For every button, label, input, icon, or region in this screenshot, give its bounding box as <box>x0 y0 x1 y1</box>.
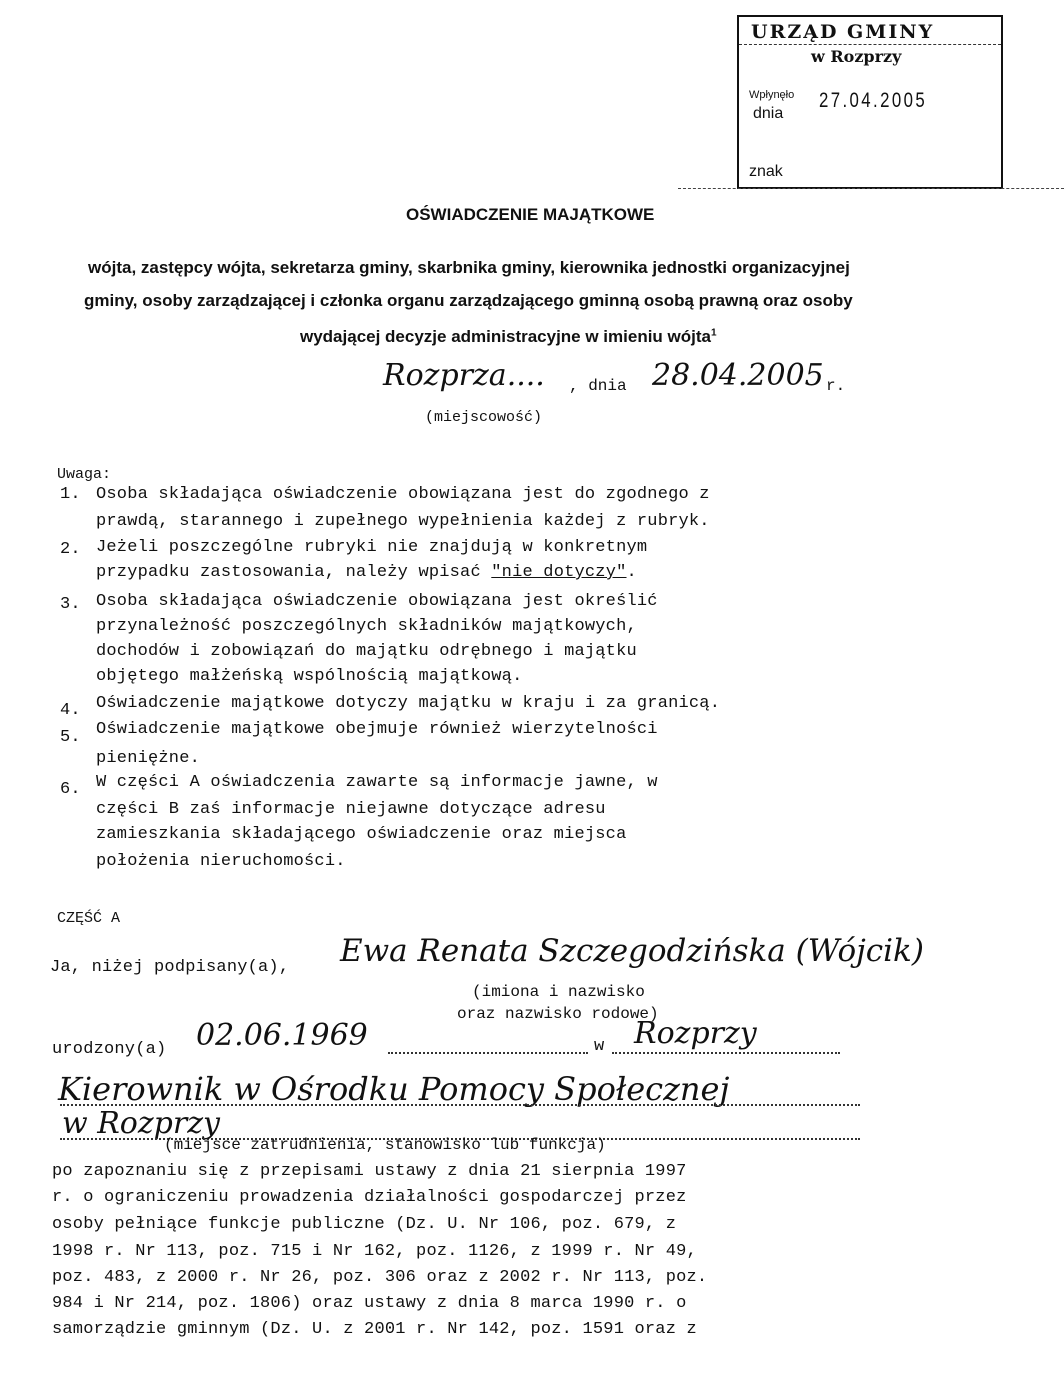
birthdate-dotted-line <box>388 1052 588 1054</box>
stamp-title: URZĄD GMINY <box>751 21 935 43</box>
uwaga-item-3-line-2: przynależność poszczególnych składników majątkowych, <box>96 617 637 636</box>
stamp-date: 27.04.2005 <box>819 89 928 112</box>
nie-dotyczy-phrase: "nie dotyczy" <box>491 563 627 582</box>
uwaga-item-1-num: 1. <box>60 485 81 504</box>
body-line-1: po zapoznaniu się z przepisami ustawy z dnia 21 sierpnia 1997 <box>52 1162 687 1181</box>
body-line-6: 984 i Nr 214, poz. 1806) oraz ustawy z dnia 8 marca 1990 r. o <box>52 1294 687 1313</box>
handwritten-name: Ewa Renata Szczegodzińska (Wójcik) <box>340 933 924 969</box>
place-r-suffix: r. <box>826 377 846 395</box>
uwaga-item-3-line-3: dochodów i zobowiązań do majątku odrębnego i majątku <box>96 642 637 661</box>
received-stamp <box>737 15 1003 189</box>
handwritten-job-line-1: Kierownik w Ośrodku Pomocy Społecznej <box>58 1070 730 1108</box>
uwaga-item-3-num: 3. <box>60 595 81 614</box>
footnote-marker: 1 <box>711 327 717 339</box>
handwritten-date: 28.04.2005 <box>652 358 824 393</box>
uwaga-item-6-line-4: położenia nieruchomości. <box>96 852 346 871</box>
uwaga-item-2-line-1: Jeżeli poszczególne rubryki nie znajdują w konkretnym <box>96 538 648 557</box>
birthplace-dotted-line <box>612 1052 840 1054</box>
uwaga-item-2-line-2 <box>96 563 637 582</box>
heading-line-1: wójta, zastępcy wójta, sekretarza gminy, skarbnika gminy, kierownika jednostki organizacyjnej <box>88 258 850 277</box>
uwaga-item-6-line-2: części B zaś informacje niejawne dotyczące adresu <box>96 800 606 819</box>
stamp-divider <box>739 44 1001 45</box>
heading-line-3-text: wydającej decyzje administracyjne w imieniu wójta <box>300 327 711 346</box>
birthplace-in-label: w <box>594 1037 605 1056</box>
body-line-7: samorządzie gminnym (Dz. U. z 2001 r. Nr 142, poz. 1591 oraz z <box>52 1320 697 1339</box>
heading-line-3 <box>300 327 717 347</box>
body-line-5: poz. 483, z 2000 r. Nr 26, poz. 306 oraz z 2002 r. Nr 113, poz. <box>52 1268 708 1287</box>
uwaga-item-4-num: 4. <box>60 701 81 720</box>
heading-line-2: gminy, osoby zarządzającej i członka organu zarządzającego gminną osobą prawną oraz osoby <box>84 291 853 310</box>
part-a-label: CZĘŚĆ A <box>57 910 121 927</box>
uwaga-item-5-line-1: Oświadczenie majątkowe obejmuje również wierzytelności <box>96 720 658 739</box>
uwaga-item-2-line-2-text: przypadku zastosowania, należy wpisać <box>96 563 481 582</box>
uwaga-item-2-num: 2. <box>60 540 81 559</box>
handwritten-birthplace: Rozprzy <box>634 1016 757 1051</box>
document-title: OŚWIADCZENIE MAJĄTKOWE <box>406 205 655 224</box>
uwaga-item-6-line-3: zamieszkania składającego oświadczenie oraz miejsca <box>96 825 627 844</box>
stamp-day-label: dnia <box>753 105 784 122</box>
uwaga-item-4-line-1: Oświadczenie majątkowe dotyczy majątku w kraju i za granicą. <box>96 694 721 713</box>
job-caption: (miejsce zatrudnienia, stanowisko lub funkcja) <box>164 1136 606 1154</box>
signed-label: Ja, niżej podpisany(a), <box>50 958 290 977</box>
handwritten-place: Rozprza.... <box>383 358 545 393</box>
uwaga-item-3-line-4: objętego małżeńską wspólnością majątkową. <box>96 667 523 686</box>
handwritten-job-line-2: w Rozprzy <box>62 1106 220 1141</box>
place-dnia-label: , dnia <box>569 377 627 395</box>
uwaga-label: Uwaga: <box>57 466 112 483</box>
handwritten-birthdate: 02.06.1969 <box>196 1018 368 1053</box>
stamp-subtitle: w Rozprzy <box>811 47 902 66</box>
stamp-sign-label: znak <box>749 163 783 180</box>
uwaga-item-5-line-2: pieniężne. <box>96 749 201 768</box>
uwaga-item-1-line-2: prawdą, starannego i zupełnego wypełnienia każdej z rubryk. <box>96 512 710 531</box>
body-line-2: r. o ograniczeniu prowadzenia działalności gospodarczej przez <box>52 1188 687 1207</box>
body-line-3: osoby pełniące funkcje publiczne (Dz. U. Nr 106, poz. 679, z <box>52 1215 677 1234</box>
uwaga-item-6-line-1: W części A oświadczenia zawarte są informacje jawne, w <box>96 773 658 792</box>
name-caption-1: (imiona i nazwisko <box>472 983 645 1001</box>
name-caption-2: oraz nazwisko rodowe) <box>457 1005 659 1023</box>
body-line-4: 1998 r. Nr 113, poz. 715 i Nr 162, poz. 1126, z 1999 r. Nr 49, <box>52 1242 697 1261</box>
uwaga-item-6-num: 6. <box>60 780 81 799</box>
born-label: urodzony(a) <box>52 1040 167 1059</box>
uwaga-item-1-line-1: Osoba składająca oświadczenie obowiązana jest do zgodnego z <box>96 485 710 504</box>
top-divider <box>678 188 1064 189</box>
uwaga-item-5-num: 5. <box>60 728 81 747</box>
uwaga-item-2-tail: . <box>626 563 637 582</box>
stamp-received-label: Wpłynęło <box>749 89 795 101</box>
place-caption: (miejscowość) <box>425 409 543 426</box>
uwaga-item-3-line-1: Osoba składająca oświadczenie obowiązana jest określić <box>96 592 658 611</box>
